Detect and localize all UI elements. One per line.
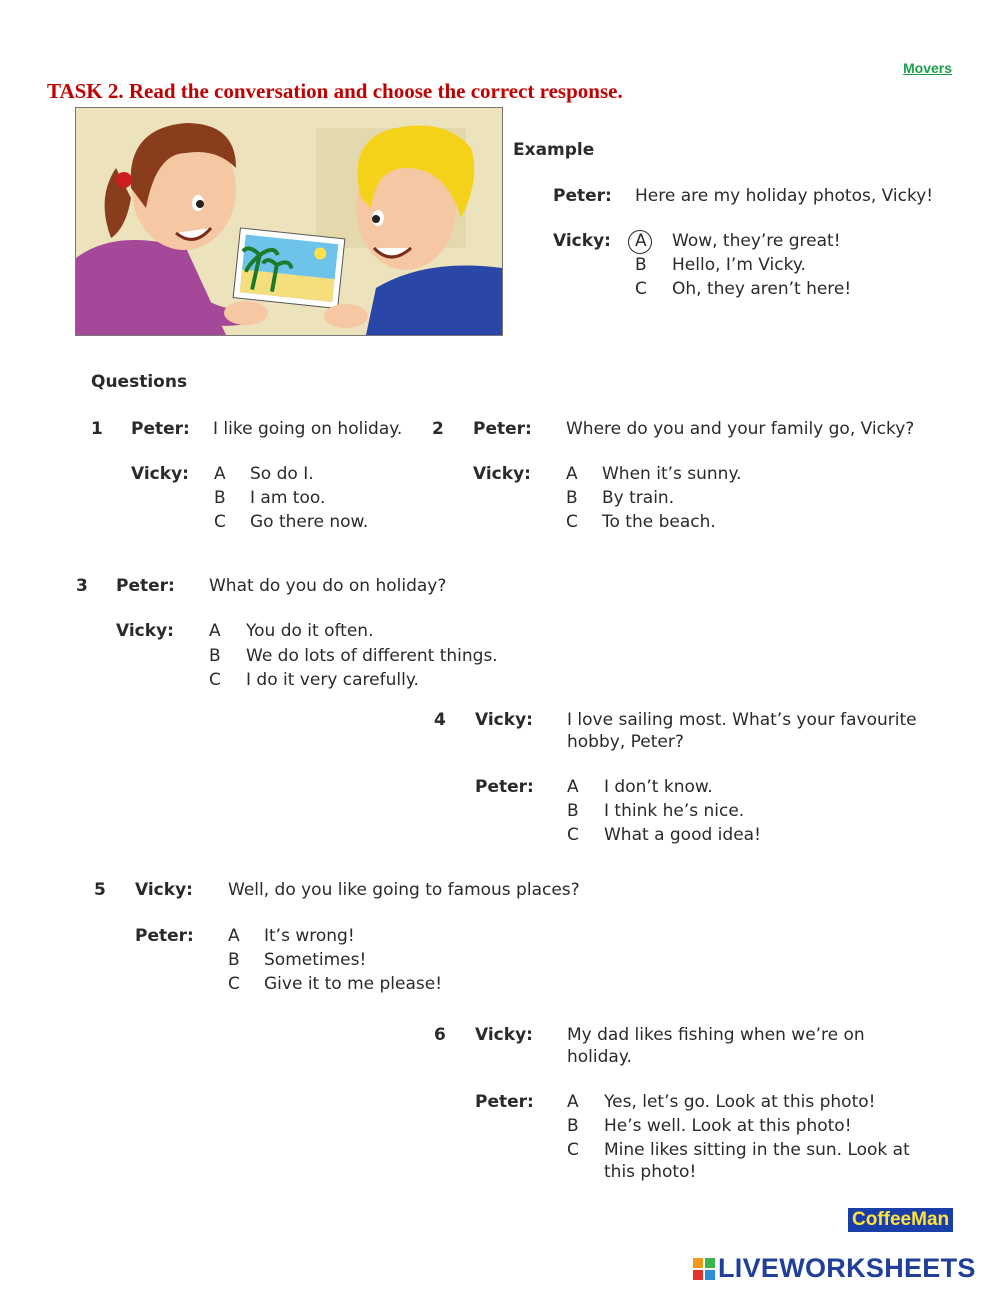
question-responder: Vicky: <box>131 464 189 484</box>
option-letter[interactable]: B <box>566 488 578 508</box>
option-text[interactable]: I think he’s nice. <box>604 801 745 821</box>
question-number: 6 <box>434 1025 446 1045</box>
option-text[interactable]: this photo! <box>604 1162 697 1182</box>
option-letter[interactable]: C <box>566 512 578 532</box>
question-speaker: Vicky: <box>475 1025 533 1045</box>
question-prompt: What do you do on holiday? <box>209 576 447 596</box>
question-responder: Vicky: <box>473 464 531 484</box>
option-text[interactable]: Give it to me please! <box>264 974 443 994</box>
option-letter[interactable]: B <box>209 646 221 666</box>
option-letter[interactable]: C <box>209 670 221 690</box>
example-heading: Example <box>513 140 595 160</box>
option-letter: A <box>635 231 647 251</box>
option-letter[interactable]: C <box>567 1140 579 1160</box>
option-text[interactable]: I don’t know. <box>604 777 713 797</box>
option-text[interactable]: I do it very carefully. <box>246 670 419 690</box>
question-prompt: I like going on holiday. <box>213 419 403 439</box>
author-badge: CoffeeMan <box>848 1208 953 1232</box>
question-prompt-line: I love sailing most. What’s your favourite <box>567 710 917 730</box>
option-letter[interactable]: A <box>209 621 221 641</box>
option-text: Wow, they’re great! <box>672 231 841 251</box>
option-letter[interactable]: C <box>214 512 226 532</box>
option-text[interactable]: Mine likes sitting in the sun. Look at <box>604 1140 910 1160</box>
option-letter[interactable]: A <box>214 464 226 484</box>
option-letter[interactable]: B <box>567 801 579 821</box>
option-text: Hello, I’m Vicky. <box>672 255 806 275</box>
option-letter: C <box>635 279 647 299</box>
option-letter[interactable]: A <box>566 464 578 484</box>
question-prompt-line: My dad likes fishing when we’re on <box>567 1025 865 1045</box>
question-prompt-line: holiday. <box>567 1047 632 1067</box>
option-text[interactable]: Go there now. <box>250 512 369 532</box>
question-responder: Vicky: <box>116 621 174 641</box>
movers-link[interactable]: Movers <box>903 60 953 76</box>
liveworksheets-brand: LIVEWORKSHEETS <box>718 1253 976 1283</box>
kids-holiday-photo-illustration <box>76 108 502 335</box>
option-text[interactable]: He’s well. Look at this photo! <box>604 1116 852 1136</box>
questions-heading: Questions <box>91 372 188 392</box>
example-responder: Vicky: <box>553 231 611 251</box>
option-text[interactable]: What a good idea! <box>604 825 761 845</box>
question-prompt: Well, do you like going to famous places? <box>228 880 580 900</box>
option-letter: B <box>635 255 647 275</box>
option-text[interactable]: You do it often. <box>246 621 374 641</box>
option-text[interactable]: We do lots of different things. <box>246 646 498 666</box>
question-speaker: Vicky: <box>135 880 193 900</box>
question-prompt: Where do you and your family go, Vicky? <box>566 419 915 439</box>
question-responder: Peter: <box>475 777 534 797</box>
question-number: 2 <box>432 419 444 439</box>
option-letter[interactable]: B <box>214 488 226 508</box>
option-text[interactable]: I am too. <box>250 488 326 508</box>
question-number: 5 <box>94 880 106 900</box>
option-text[interactable]: Sometimes! <box>264 950 367 970</box>
option-letter[interactable]: A <box>567 777 579 797</box>
option-letter[interactable]: B <box>567 1116 579 1136</box>
example-speaker: Peter: <box>553 186 612 206</box>
question-prompt-line: hobby, Peter? <box>567 732 684 752</box>
question-speaker: Peter: <box>116 576 175 596</box>
task-title: TASK 2. Read the conversation and choose the correct response. <box>47 79 623 103</box>
option-text[interactable]: Yes, let’s go. Look at this photo! <box>604 1092 876 1112</box>
option-letter[interactable]: C <box>228 974 240 994</box>
liveworksheets-logo-icon <box>693 1258 715 1280</box>
illustration-kids-photo <box>75 107 503 336</box>
option-letter[interactable]: C <box>567 825 579 845</box>
option-letter[interactable]: A <box>228 926 240 946</box>
question-speaker: Vicky: <box>475 710 533 730</box>
example-prompt: Here are my holiday photos, Vicky! <box>635 186 934 206</box>
option-text[interactable]: It’s wrong! <box>264 926 355 946</box>
option-text[interactable]: So do I. <box>250 464 314 484</box>
option-letter[interactable]: B <box>228 950 240 970</box>
option-text: Oh, they aren’t here! <box>672 279 852 299</box>
question-speaker: Peter: <box>131 419 190 439</box>
option-letter[interactable]: A <box>567 1092 579 1112</box>
option-text[interactable]: When it’s sunny. <box>602 464 742 484</box>
question-number: 3 <box>76 576 88 596</box>
question-responder: Peter: <box>135 926 194 946</box>
question-number: 1 <box>91 419 103 439</box>
question-number: 4 <box>434 710 446 730</box>
question-speaker: Peter: <box>473 419 532 439</box>
option-text[interactable]: To the beach. <box>602 512 716 532</box>
option-text[interactable]: By train. <box>602 488 675 508</box>
question-responder: Peter: <box>475 1092 534 1112</box>
